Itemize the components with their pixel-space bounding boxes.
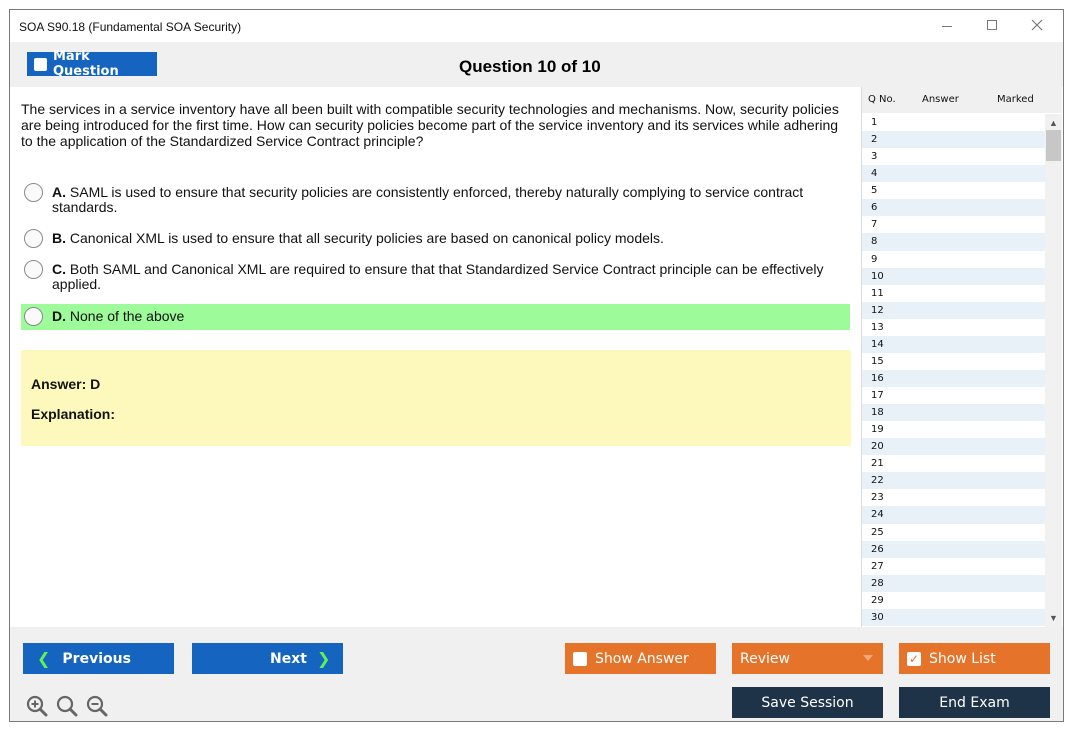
question-list-row[interactable]: 29 [871,594,884,606]
radio-d[interactable] [24,307,43,326]
option-text: None of the above [69,308,185,324]
question-list-header [862,87,1062,113]
mark-question-label: Mark Question [53,49,119,79]
review-dropdown[interactable] [732,643,883,674]
question-list-row[interactable]: 5 [871,185,878,197]
question-text: The services in a service inventory have all been built with compatible security technologies and mechanisms. Now, security policies are being introduced for the first time. How can security policies become part of the service inventory and its services while adhering to the application of the Standardized Service Contract principle? [21,101,839,149]
list-scrollbar[interactable] [1045,114,1062,627]
mark-question-button[interactable] [27,49,157,79]
show-answer-label: Show Answer [595,650,689,667]
question-list-row[interactable]: 16 [862,370,1045,387]
question-list-row[interactable]: 4 [862,165,1045,182]
question-list-row[interactable]: 15 [871,355,884,367]
minimize-icon[interactable] [932,14,962,36]
window-title: SOA S90.18 (Fundamental SOA Security) [19,20,242,34]
radio-a[interactable] [24,183,43,202]
question-list-row[interactable]: 6 [862,199,1045,216]
zoom-out-icon[interactable] [86,695,108,717]
option-text: SAML is used to ensure that security policies are consistently enforced, thereby naturally complying to service contract standards. [52,184,804,215]
question-list-row[interactable]: 17 [871,390,884,401]
question-list-row[interactable]: 18 [862,404,1045,421]
scroll-thumb[interactable] [1046,130,1061,161]
question-list-row[interactable]: 24 [862,506,1045,523]
end-exam-button[interactable] [899,687,1050,718]
close-icon[interactable] [1022,14,1052,36]
explanation-label: Explanation: [31,406,116,422]
question-list-row[interactable]: 11 [871,287,884,299]
question-list-row[interactable]: 27 [871,560,884,572]
scroll-up-icon[interactable]: ▲ [1049,118,1058,128]
chevron-left-icon: ❮ [37,649,51,668]
save-session-label: Save Session [761,694,854,711]
answer-label: Answer: D [31,376,101,392]
end-exam-label: End Exam [939,694,1010,711]
col-answer[interactable]: Answer [922,94,959,105]
dropdown-caret-icon [863,655,873,661]
save-session-button[interactable] [732,687,883,718]
question-list-row[interactable]: 25 [871,526,884,538]
col-marked[interactable]: Marked [997,94,1034,105]
question-list-row[interactable]: 28 [862,575,1045,592]
question-list-row[interactable]: 22 [862,472,1045,489]
question-list-row[interactable]: 20 [862,438,1045,455]
question-list-row[interactable]: 3 [871,151,878,163]
option-d[interactable] [21,304,850,330]
option-a[interactable] [21,183,850,217]
question-list-row[interactable]: 30 [862,609,1045,626]
next-label: Next [270,650,307,667]
option-c[interactable] [21,260,850,294]
question-header [10,42,861,87]
option-letter: A. [52,184,66,200]
scroll-down-icon[interactable]: ▼ [1049,613,1058,623]
question-pane [10,87,861,627]
question-list-row[interactable]: 14 [862,336,1045,353]
previous-button[interactable] [23,643,174,674]
question-list-row[interactable]: 9 [871,253,878,265]
show-list-checkbox-icon[interactable]: ✓ [908,651,920,666]
zoom-reset-icon[interactable] [56,695,78,717]
option-b[interactable] [21,229,850,249]
radio-b[interactable] [24,229,43,248]
question-list-row[interactable]: 19 [871,424,884,436]
mark-checkbox-icon[interactable] [34,58,47,71]
app-window [9,9,1064,722]
question-list-row[interactable]: 10 [862,268,1045,285]
question-list-row[interactable]: 23 [871,492,884,504]
option-text: Canonical XML is used to ensure that all security policies are based on canonical policy models. [69,230,664,246]
question-list-row[interactable]: 12 [862,302,1045,319]
option-text: Both SAML and Canonical XML are required to ensure that that Standardized Service Contract principle can be effectively applied. [52,261,824,292]
option-letter: C. [52,261,66,277]
next-button[interactable] [192,643,343,674]
question-list-row[interactable]: 2 [862,131,1045,148]
title-bar [10,10,1063,42]
footer-bar [10,627,1063,721]
maximize-icon[interactable] [977,14,1007,36]
radio-c[interactable] [24,260,43,279]
question-counter: Question 10 of 10 [459,57,601,76]
option-letter: D. [52,308,66,324]
option-letter: B. [52,230,66,246]
zoom-in-icon[interactable] [26,695,48,717]
question-list [862,114,1045,627]
question-list-row[interactable]: 8 [862,233,1045,250]
answer-panel [21,350,851,446]
question-list-row[interactable]: 26 [862,541,1045,558]
col-qno[interactable]: Q No. [868,94,896,105]
question-list-row[interactable]: 21 [871,458,884,470]
question-list-row[interactable]: 7 [871,219,878,231]
show-answer-checkbox-icon[interactable] [573,652,587,666]
show-list-button[interactable] [899,643,1050,674]
chevron-right-icon: ❯ [316,649,331,668]
review-label: Review [740,650,790,667]
show-answer-button[interactable] [565,643,716,674]
show-list-label: Show List [929,650,996,667]
question-list-row[interactable]: 13 [871,321,884,333]
question-list-panel [861,87,1063,627]
previous-label: Previous [62,650,131,667]
question-list-row[interactable]: 1 [871,117,878,128]
